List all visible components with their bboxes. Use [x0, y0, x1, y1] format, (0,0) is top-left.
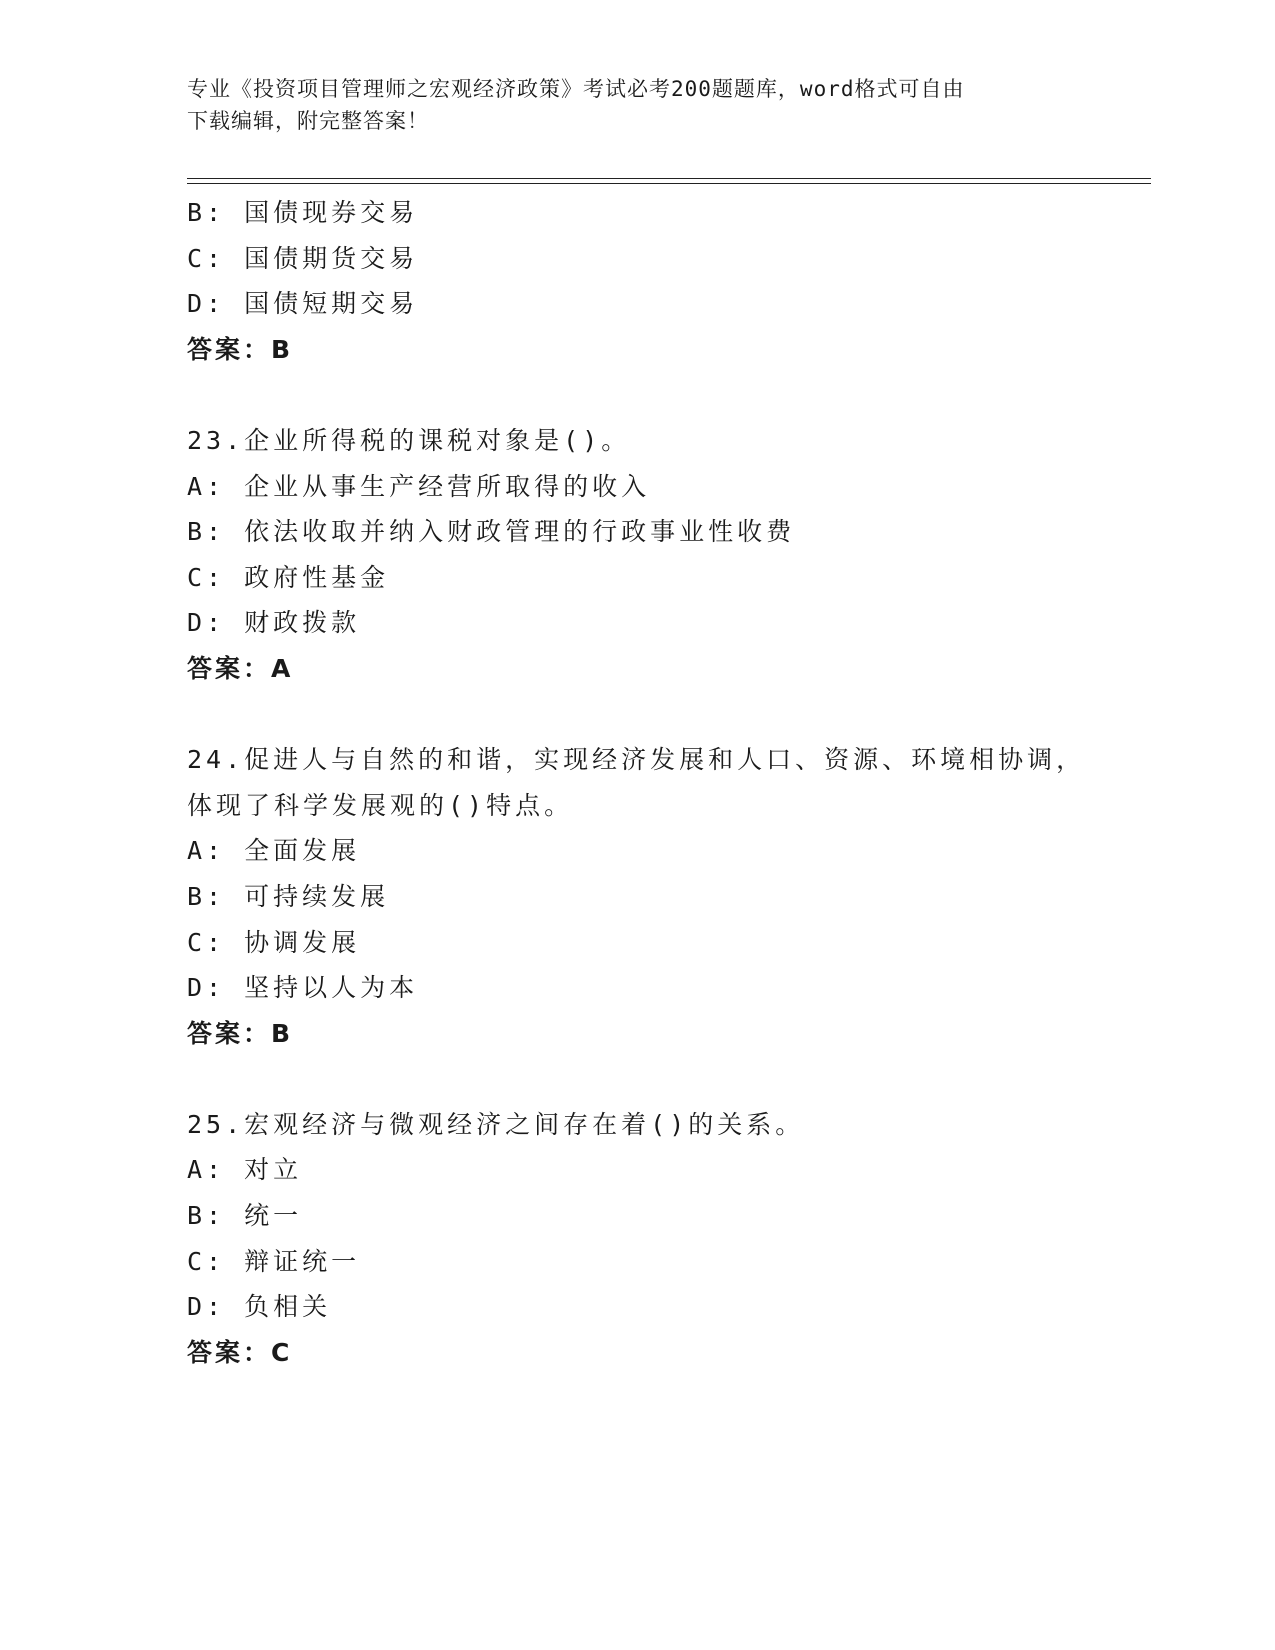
document-header: [187, 73, 1087, 137]
option-a: A: 企业从事生产经营所取得的收入: [187, 471, 651, 501]
option-b: B: 依法收取并纳入财政管理的行政事业性收费: [187, 517, 796, 547]
header-divider-top: [187, 178, 1151, 179]
question-23: [187, 418, 1151, 692]
header-line-1: 专业《投资项目管理师之宏观经济政策》考试必考200题题库，word格式可自由: [187, 77, 965, 101]
spacer: [187, 372, 1151, 418]
question-stem-line-1: 24.促进人与自然的和谐，实现经济发展和人口、资源、环境相协调，: [187, 745, 1086, 775]
question-stem: 25.宏观经济与微观经济之间存在着()的关系。: [187, 1109, 805, 1139]
spacer: [187, 692, 1151, 738]
option-c: C: 辩证统一: [187, 1246, 361, 1276]
question-stem: 23.企业所得税的课税对象是()。: [187, 425, 631, 455]
header-line-2: 下载编辑，附完整答案！: [187, 109, 429, 133]
option-a: A: 对立: [187, 1155, 303, 1185]
question-stem-line-2: 体现了科学发展观的()特点。: [187, 790, 574, 820]
question-list: [187, 190, 1151, 1375]
option-c: C: 协调发展: [187, 927, 361, 957]
question-24: [187, 737, 1151, 1056]
option-d: D: 财政拨款: [187, 608, 361, 638]
answer: 答案：A: [187, 653, 294, 683]
answer: 答案：B: [187, 1018, 294, 1048]
option-c: C: 国债期货交易: [187, 243, 419, 273]
question-22: [187, 190, 1151, 372]
option-c: C: 政府性基金: [187, 562, 390, 592]
option-b: B: 国债现券交易: [187, 198, 419, 227]
answer: 答案：B: [187, 334, 294, 364]
answer: 答案：C: [187, 1337, 293, 1367]
spacer: [187, 1056, 1151, 1102]
option-b: B: 可持续发展: [187, 881, 390, 911]
option-d: D: 国债短期交易: [187, 289, 419, 319]
question-25: [187, 1102, 1151, 1376]
option-a: A: 全面发展: [187, 836, 361, 866]
option-b: B: 统一: [187, 1201, 303, 1231]
option-d: D: 负相关: [187, 1292, 332, 1322]
option-d: D: 坚持以人为本: [187, 973, 419, 1003]
header-divider-bottom: [187, 183, 1151, 184]
